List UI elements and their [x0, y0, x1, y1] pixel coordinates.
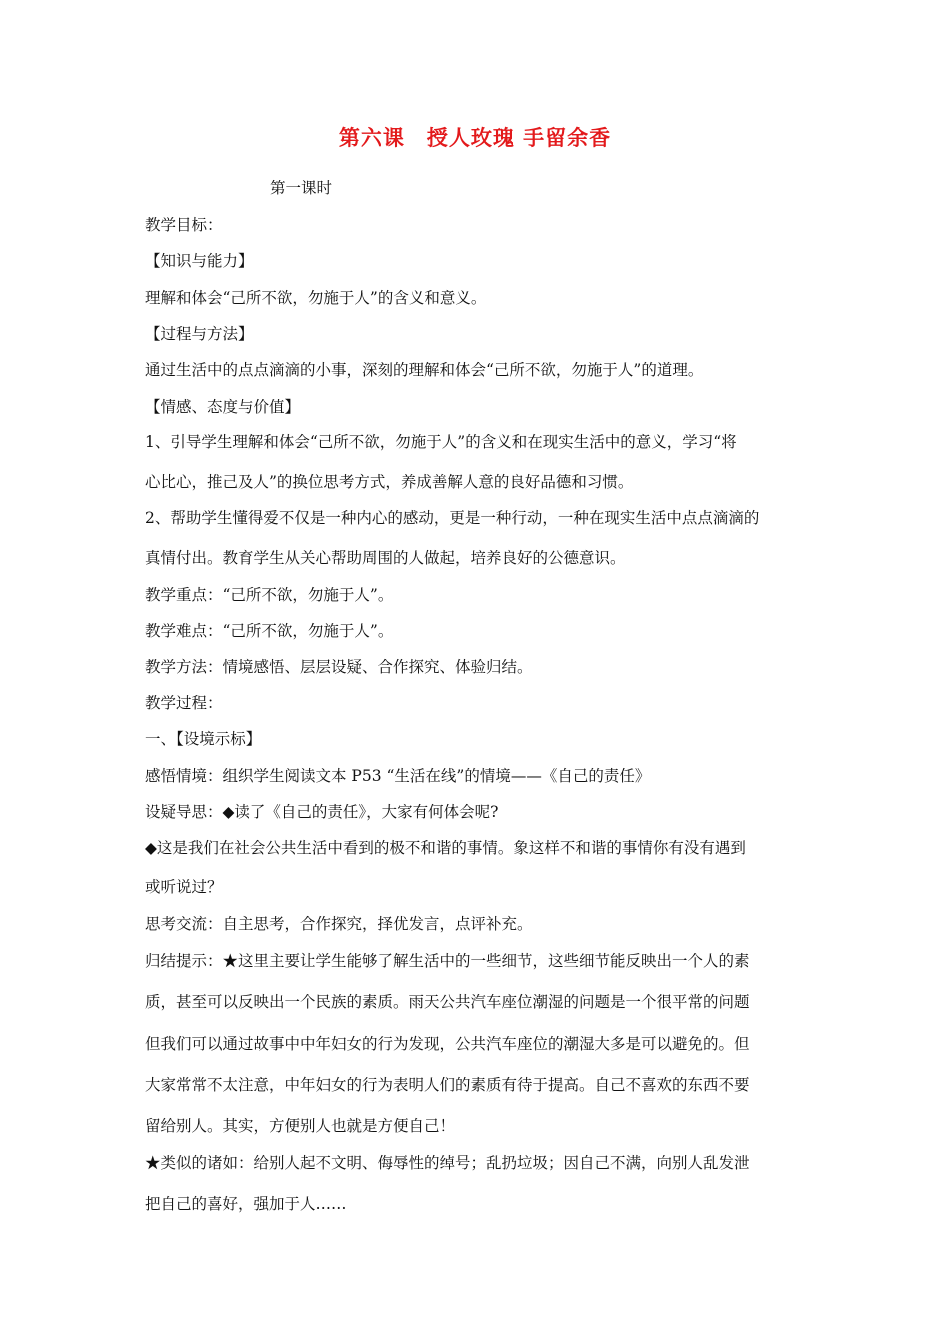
text-line: 归结提示：★这里主要让学生能够了解生活中的一些细节，这些细节能反映出一个人的素 [145, 952, 750, 970]
text-line: 大家常常不太注意，中年妇女的行为表明人们的素质有待于提高。自己不喜欢的东西不要 [145, 1076, 750, 1094]
text-line: 设疑导思：◆读了《自己的责任》，大家有何体会呢? [145, 803, 499, 821]
text-line: ◆这是我们在社会公共生活中看到的极不和谐的事情。象这样不和谐的事情你有没有遇到 [145, 839, 746, 857]
text-line: 教学重点：“己所不欲，勿施于人”。 [145, 586, 394, 604]
text-line: 真情付出。教育学生从关心帮助周围的人做起，培养良好的公德意识。 [145, 549, 626, 567]
text-line: 2、帮助学生懂得爱不仅是一种内心的感动，更是一种行动，一种在现实生活中点点滴滴的 [145, 509, 760, 527]
text-line: 感悟情境：组织学生阅读文本 P53 “生活在线”的情境——《自己的责任》 [145, 767, 651, 785]
text-line: 思考交流：自主思考，合作探究，择优发言，点评补充。 [145, 915, 533, 933]
text-line: 质，甚至可以反映出一个民族的素质。雨天公共汽车座位潮湿的问题是一个很平常的问题 [145, 993, 750, 1011]
lesson-title: 第六课 授人玫瑰 手留余香 [338, 126, 612, 150]
section-heading: 【知识与能力】 [145, 252, 254, 270]
text-line: 留给别人。其实，方便别人也就是方便自己！ [145, 1117, 456, 1135]
text-line: 心比心，推己及人”的换位思考方式，养成善解人意的良好品德和习惯。 [145, 473, 634, 491]
text-line: 把自己的喜好，强加于人…… [145, 1195, 347, 1213]
text-line: 理解和体会“己所不欲，勿施于人”的含义和意义。 [145, 289, 487, 307]
section-heading: 【过程与方法】 [145, 325, 254, 343]
section-heading: 一、【设境示标】 [145, 730, 262, 748]
section-heading: 【情感、态度与价值】 [145, 398, 301, 416]
text-line: 通过生活中的点点滴滴的小事，深刻的理解和体会“己所不欲，勿施于人”的道理。 [145, 361, 704, 379]
text-line: 但我们可以通过故事中中年妇女的行为发现，公共汽车座位的潮湿大多是可以避免的。但 [145, 1035, 750, 1053]
text-line: ★类似的诸如：给别人起不文明、侮辱性的绰号；乱扔垃圾；因自己不满，向别人乱发泄 [145, 1154, 750, 1172]
text-line: 教学过程： [145, 694, 223, 712]
text-line: 教学难点：“己所不欲，勿施于人”。 [145, 622, 394, 640]
text-line: 1、引导学生理解和体会“己所不欲，勿施于人”的含义和在现实生活中的意义，学习“将 [145, 433, 737, 451]
lesson-subtitle: 第一课时 [270, 179, 333, 197]
text-line: 教学方法：情境感悟、层层设疑、合作探究、体验归结。 [145, 658, 533, 676]
text-line: 或听说过？ [145, 878, 223, 896]
text-line: 教学目标： [145, 216, 223, 234]
